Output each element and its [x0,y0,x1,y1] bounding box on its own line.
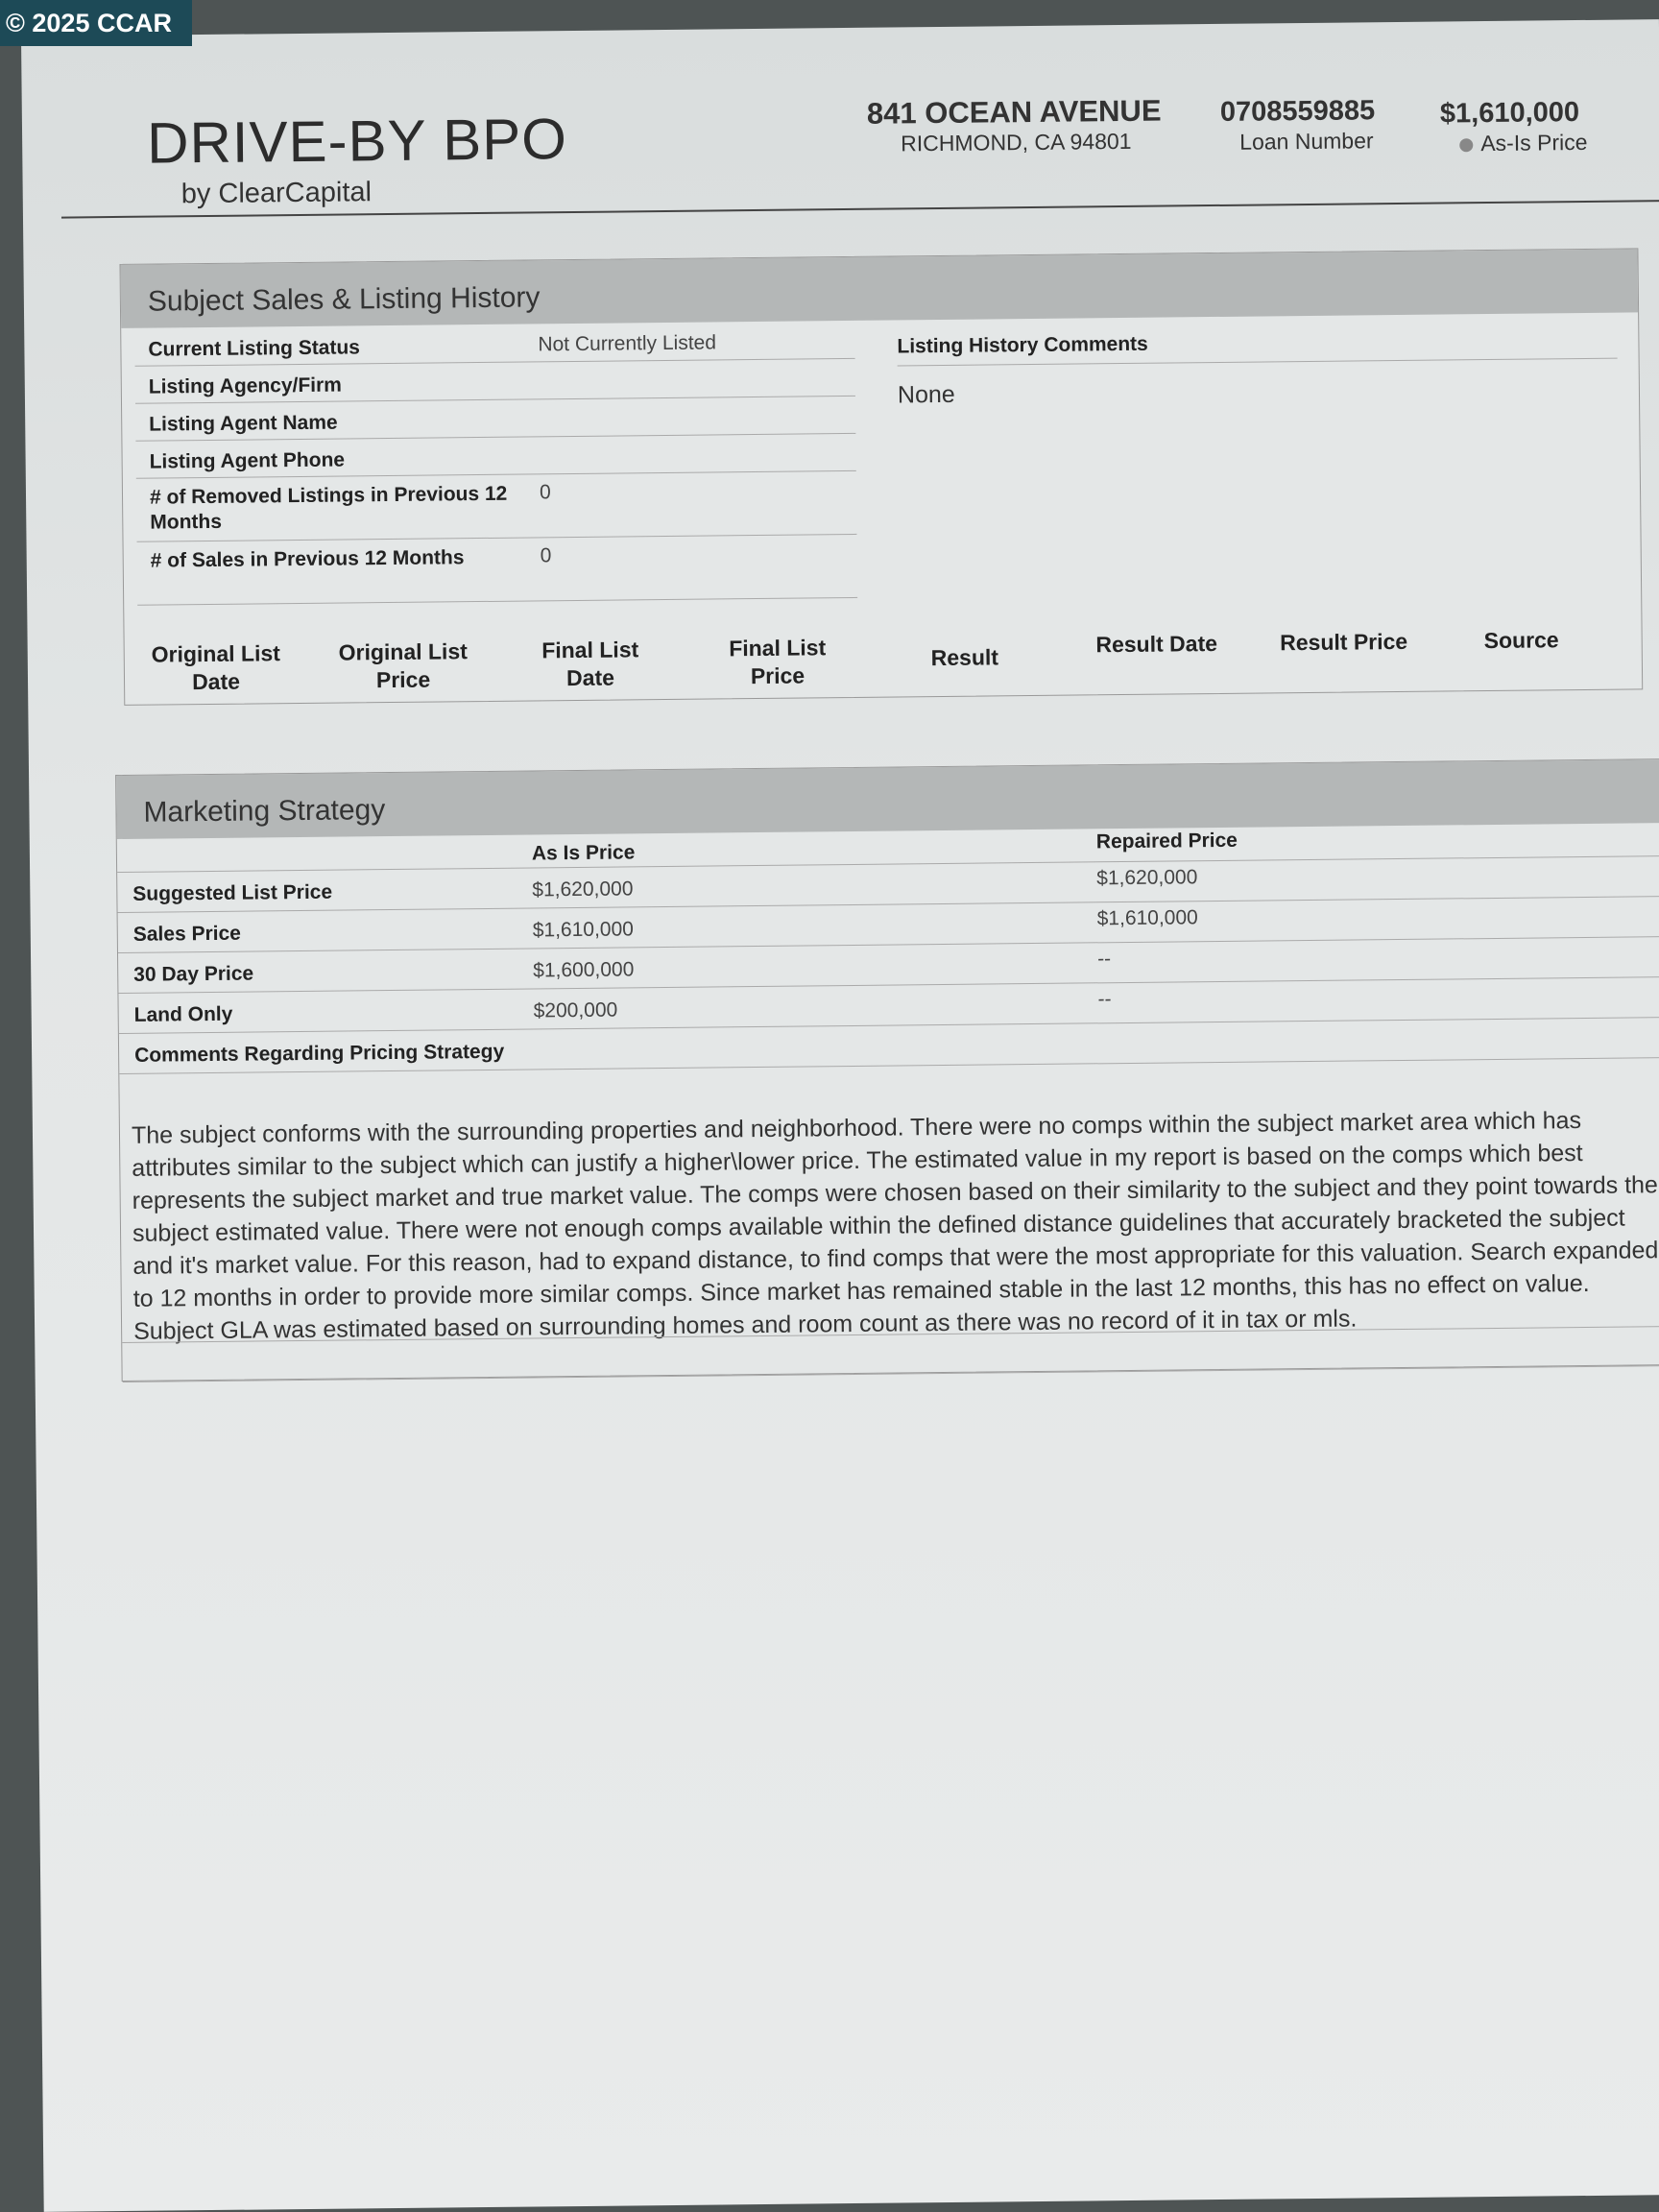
column-header: Source [1483,627,1559,654]
as-is-price-label [1459,130,1587,156]
column-header: Final List Date [541,637,639,691]
divider [898,358,1618,367]
loan-number-label: Loan Number [1239,128,1374,155]
column-header: Result [930,644,999,671]
repaired-value: $1,610,000 [1096,906,1198,930]
as-is-price-label-text: As-Is Price [1480,129,1588,156]
table-row [136,470,857,542]
column-header: Result Date [1095,630,1218,658]
row-value: 0 [540,544,552,567]
row-label: Listing Agent Name [149,411,338,436]
as-is-value: $1,600,000 [533,958,635,982]
row-label: 30 Day Price [133,962,254,986]
repaired-value: -- [1097,948,1112,971]
row-value: 0 [539,481,551,504]
row-label: Current Listing Status [148,336,361,361]
listing-history-comments-label: Listing History Comments [897,332,1148,358]
section-title: Subject Sales & Listing History [120,249,1638,328]
row-label: # of Sales in Previous 12 Months [150,546,465,572]
column-header: Original List Date [151,640,280,695]
column-header: Result Price [1280,628,1408,656]
row-label: Listing Agent Phone [149,448,346,473]
pricing-comments-label: Comments Regarding Pricing Strategy [133,1040,505,1067]
column-header-repaired: Repaired Price [1095,829,1238,854]
row-label: Land Only [133,1002,233,1026]
as-is-value: $1,610,000 [532,918,635,942]
row-label: Listing Agency/Firm [148,373,343,398]
report-title: DRIVE-BY BPO [146,107,568,176]
listing-history-comments-value: None [897,380,955,409]
pricing-comments-text: The subject conforms with the surrounding properties and neighborhood. There were no comps within the subject market area which has attributes similar to the subject which can justify a higher\lower price. The estimated value in my report is based on the comps which best represents the subject market and true market value. The comps were chosen based on their similarity to the subject and they point towards the subject estimated value. There were not enough comps available within the defined distance guidelines that accurately bracketed the subject and it's market value. For this reason, had to expand distance, to find comps that were the most appropriate for this valuation. Search expanded to 12 months in order to provide more similar comps. Since market has remained stable in the last 12 months, this has no effect on value. Subject GLA was estimated based on surrounding homes and room count as there was no record of it in tax or mls. [131,1107,1659,1345]
bpo-document-page [21,19,1659,2212]
as-is-value: $1,620,000 [532,878,634,902]
row-label: # of Removed Listings in Previous 12 Months [149,482,508,534]
report-subtitle: by ClearCapital [180,177,373,210]
repaired-value: -- [1097,988,1112,1011]
marketing-strategy-section [115,758,1659,1382]
table-row [137,534,858,606]
as-is-price-value: $1,610,000 [1439,97,1580,130]
row-value: Not Currently Listed [538,331,717,356]
loan-number-value: 0708559885 [1219,95,1376,128]
column-header: Final List Price [729,635,827,689]
row-label: Sales Price [132,922,242,946]
as-is-value: $200,000 [533,998,618,1022]
section-title: Marketing Strategy [116,759,1659,839]
copyright-watermark: © 2025 CCAR [0,0,192,46]
row-label: Suggested List Price [132,880,333,905]
property-address-line1: 841 OCEAN AVENUE [866,93,1162,131]
column-header: Original List Price [338,638,468,693]
property-address-line2: RICHMOND, CA 94801 [901,128,1132,156]
repaired-value: $1,620,000 [1096,866,1198,890]
bullet-dot-icon [1459,138,1473,152]
sales-listing-history-section [119,248,1643,706]
column-header-as-is: As Is Price [531,841,636,865]
